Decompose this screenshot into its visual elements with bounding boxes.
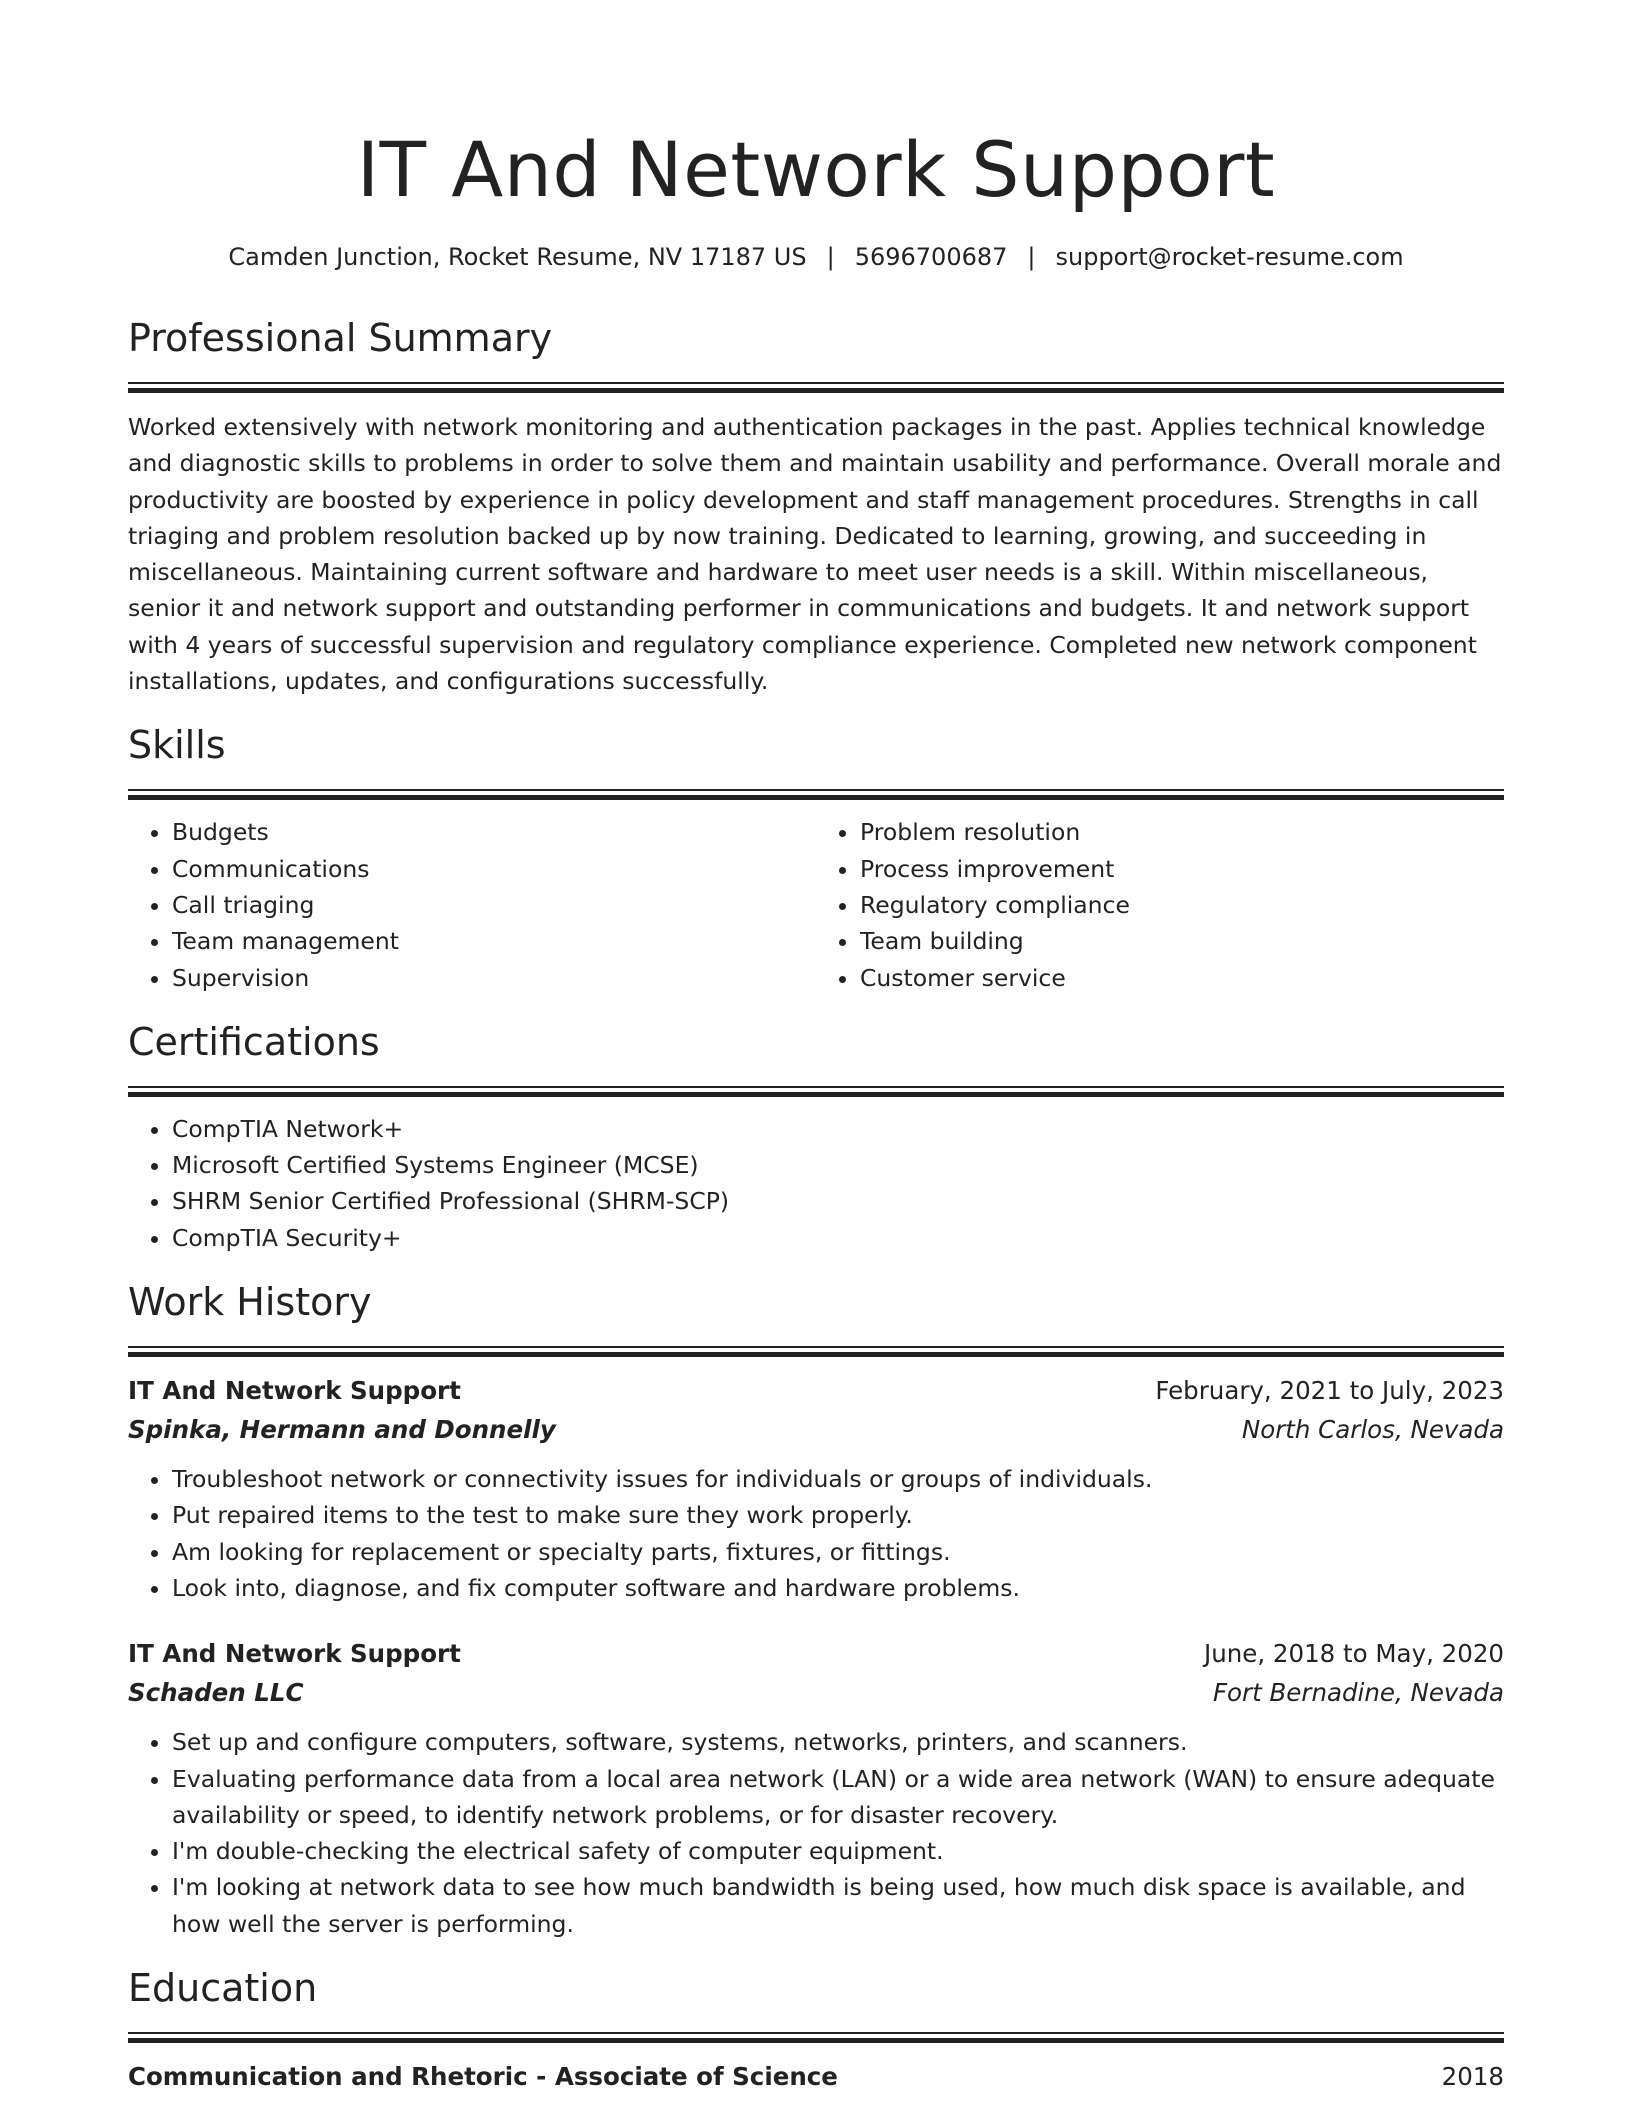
certification-item: • Microsoft Certified Systems Engineer (MCSE) — [172, 1147, 1504, 1183]
job-title: IT And Network Support — [128, 1376, 461, 1406]
skill-item: • Problem resolution — [860, 814, 1504, 850]
skills-section — [128, 721, 1504, 995]
contact-separator: | — [826, 243, 835, 271]
certification-item: • SHRM Senior Certified Professional (SHRM-SCP) — [172, 1183, 1504, 1219]
section-divider — [128, 789, 1504, 800]
section-title-certifications: Certifications — [128, 1019, 380, 1064]
education-year: 2018 — [1441, 2062, 1504, 2092]
section-title-summary: Professional Summary — [128, 316, 553, 360]
section-divider — [128, 1346, 1504, 1357]
job-location: Fort Bernadine, Nevada — [1212, 1678, 1504, 1708]
skill-item: • Call triaging — [172, 887, 816, 923]
job-bullets — [128, 1461, 1504, 1606]
job-dates: June, 2018 to May, 2020 — [1203, 1639, 1504, 1669]
job-subheader — [128, 1410, 1504, 1449]
job-company: Schaden LLC — [128, 1678, 304, 1708]
job-subheader — [128, 1673, 1504, 1712]
job-title: IT And Network Support — [128, 1639, 461, 1669]
contact-separator: | — [1027, 243, 1036, 271]
job-bullet: • I'm looking at network data to see how much bandwidth is being used, how much disk space is available, and how well the server is performing. — [172, 1869, 1504, 1942]
job-bullet: • I'm double-checking the electrical safety of computer equipment. — [172, 1833, 1504, 1869]
section-divider — [128, 1086, 1504, 1097]
job-company: Spinka, Hermann and Donnelly — [128, 1415, 556, 1445]
skill-item: • Customer service — [860, 960, 1504, 996]
certifications-section — [128, 1018, 1504, 1256]
job-dates: February, 2021 to July, 2023 — [1155, 1376, 1504, 1406]
certification-item: • CompTIA Security+ — [172, 1220, 1504, 1256]
certifications-list — [128, 1111, 1504, 1256]
skills-list-left — [128, 814, 816, 995]
job-bullet: • Troubleshoot network or connectivity issues for individuals or groups of individuals. — [172, 1461, 1504, 1497]
skill-item: • Team management — [172, 923, 816, 959]
certification-item: • CompTIA Network+ — [172, 1111, 1504, 1147]
job-bullet: • Am looking for replacement or specialty parts, fixtures, or fittings. — [172, 1534, 1504, 1570]
job-bullet: • Put repaired items to the test to make sure they work properly. — [172, 1497, 1504, 1533]
skill-item: • Supervision — [172, 960, 816, 996]
job-header — [128, 1634, 1504, 1673]
section-title-skills: Skills — [128, 723, 226, 768]
contact-address: Camden Junction, Rocket Resume, NV 17187 US — [228, 243, 807, 271]
summary-section — [128, 314, 1504, 699]
job-entry — [128, 1371, 1504, 1606]
education-degree: Communication and Rhetoric - Associate of Science — [128, 2062, 838, 2092]
education-entry — [128, 2057, 1504, 2096]
job-entry — [128, 1634, 1504, 1942]
job-bullet: • Set up and configure computers, software, systems, networks, printers, and scanners. — [172, 1724, 1504, 1760]
section-title-work-history: Work History — [128, 1280, 372, 1325]
skill-item: • Communications — [172, 851, 816, 887]
section-title-education: Education — [128, 1966, 318, 2011]
job-bullet: • Evaluating performance data from a local area network (LAN) or a wide area network (WAN) to ensure adequate availability or speed, to identify network problems, or for disaster recovery. — [172, 1761, 1504, 1834]
job-bullets — [128, 1724, 1504, 1942]
contact-phone: 5696700687 — [854, 243, 1008, 271]
contact-line — [128, 240, 1504, 274]
skill-item: • Budgets — [172, 814, 816, 850]
work-history-section — [128, 1278, 1504, 1942]
skill-item: • Regulatory compliance — [860, 887, 1504, 923]
summary-text: Worked extensively with network monitoring and authentication packages in the past. Applies technical knowledge and diagnostic skills to problems in order to solve them and maintain usability and performance. Overall morale and productivity are boosted by experience in policy development and staff management procedures. Strengths in call triaging and problem resolution backed up by now training. Dedicated to learning, growing, and succeeding in miscellaneous. Maintaining current software and hardware to meet user needs is a skill. Within miscellaneous, senior it and network support and outstanding performer in communications and budgets. It and network support with 4 years of successful supervision and regulatory compliance experience. Completed new network component installations, updates, and configurations successfully. — [128, 413, 1502, 696]
skill-item: • Process improvement — [860, 851, 1504, 887]
candidate-name: IT And Network Support — [356, 125, 1276, 214]
section-divider — [128, 382, 1504, 393]
skill-item: • Team building — [860, 923, 1504, 959]
skills-columns — [128, 814, 1504, 995]
contact-email: support@rocket-resume.com — [1055, 243, 1404, 271]
job-header — [128, 1371, 1504, 1410]
education-section — [128, 1964, 1504, 2096]
section-divider — [128, 2032, 1504, 2043]
job-location: North Carlos, Nevada — [1241, 1415, 1504, 1445]
job-bullet: • Look into, diagnose, and fix computer software and hardware problems. — [172, 1570, 1504, 1606]
skills-list-right — [816, 814, 1504, 995]
